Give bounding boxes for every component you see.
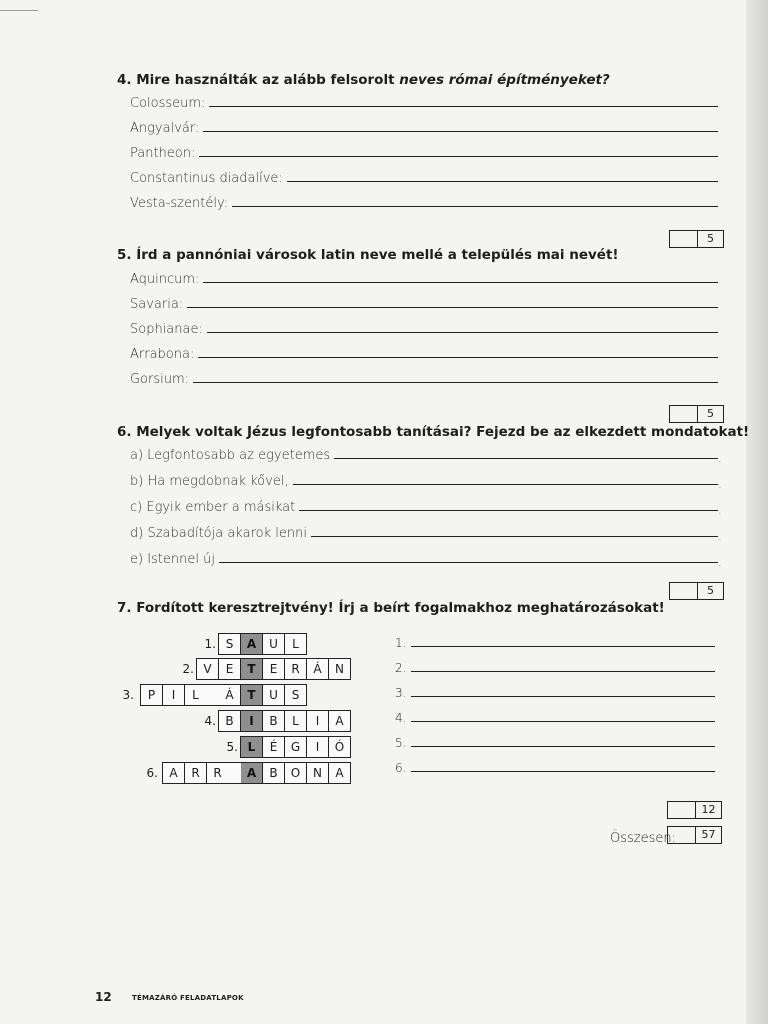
crossword-cell: O (284, 762, 307, 784)
crossword-cell: R (206, 762, 229, 784)
crossword-cell: L (184, 684, 207, 706)
crossword-row-number: 6. (146, 766, 158, 780)
q6-row-d[interactable]: d) Szabadítója akarok lenni . (130, 526, 722, 543)
q4-row-5[interactable]: Vesta-szentély: (130, 196, 718, 211)
crossword-cell: B (262, 762, 285, 784)
crossword-cell: E (262, 658, 285, 680)
crossword-spacer (228, 762, 241, 784)
crossword-key-cell: A (240, 633, 263, 655)
score-entry[interactable] (668, 827, 696, 843)
q6-score-box: 5 (669, 582, 724, 600)
footer-title: TÉMAZÁRÓ FELADATLAPOK (132, 994, 244, 1002)
question-7-title: 7. Fordított keresztrejtvény! Írj a beírt fogalmakhoz meghatározásokat! (117, 600, 665, 616)
q4-row-1[interactable]: Colosseum: (130, 96, 718, 111)
crossword-row-number: 5. (226, 740, 238, 754)
crossword-key-cell: T (240, 658, 263, 680)
crossword-cell: B (218, 710, 241, 732)
crossword-cell: A (162, 762, 185, 784)
q6-row-e[interactable]: e) Istennel új . (130, 552, 722, 569)
crossword-row-number: 3. (122, 688, 134, 702)
score-entry[interactable] (670, 406, 698, 422)
crossword-cell: U (262, 684, 285, 706)
question-6-title: 6. Melyek voltak Jézus legfontosabb tanításai? Fejezd be az elkezdett mondatokat! (117, 424, 750, 440)
crossword-cell: B (262, 710, 285, 732)
crossword-spacer (206, 684, 219, 706)
total-label: Összesen: (610, 831, 676, 846)
total-score-box: 57 (667, 826, 722, 844)
q7-answer-3[interactable]: 3. (395, 686, 715, 700)
crossword-cell: V (196, 658, 219, 680)
crossword-cell: P (140, 684, 163, 706)
q4-row-2[interactable]: Angyalvár: (130, 121, 718, 136)
q7-answer-2[interactable]: 2. (395, 661, 715, 675)
q7-score-box: 12 (667, 801, 722, 819)
crossword-cell: R (284, 658, 307, 680)
crossword-cell: R (184, 762, 207, 784)
q4-row-4[interactable]: Constantinus diadalíve: (130, 171, 718, 186)
q5-row-2[interactable]: Savaria: (130, 297, 718, 312)
crossword-cell: N (328, 658, 351, 680)
crossword-key-cell: I (240, 710, 263, 732)
crossword-cell: L (284, 710, 307, 732)
crossword-cell: I (306, 710, 329, 732)
crossword-cell: S (218, 633, 241, 655)
q7-answer-6[interactable]: 6. (395, 761, 715, 775)
crossword-cell: G (284, 736, 307, 758)
crossword-cell: Á (306, 658, 329, 680)
crossword-cell: A (328, 710, 351, 732)
crossword-key-cell: T (240, 684, 263, 706)
crossword-cell: I (306, 736, 329, 758)
crossword-row-number: 2. (182, 662, 194, 676)
crossword-cell: Á (218, 684, 241, 706)
crossword-cell: É (262, 736, 285, 758)
q6-row-a[interactable]: a) Legfontosabb az egyetemes . (130, 448, 722, 465)
crossword-cell: N (306, 762, 329, 784)
page-number: 12 (95, 990, 112, 1004)
crossword-row-number: 4. (204, 714, 216, 728)
q4-row-3[interactable]: Pantheon: (130, 146, 718, 161)
q4-score-box: 5 (669, 230, 724, 248)
q5-row-3[interactable]: Sophianae: (130, 322, 718, 337)
q5-row-5[interactable]: Gorsium: (130, 372, 718, 387)
score-entry[interactable] (670, 583, 698, 599)
score-entry[interactable] (668, 802, 696, 818)
q6-row-c[interactable]: c) Egyik ember a másikat . (130, 500, 722, 517)
q5-row-4[interactable]: Arrabona: (130, 347, 718, 362)
score-entry[interactable] (670, 231, 698, 247)
crossword-row-number: 1. (204, 637, 216, 651)
crossword-cell: Ó (328, 736, 351, 758)
crossword-cell: S (284, 684, 307, 706)
question-5-title: 5. Írd a pannóniai városok latin neve mellé a település mai nevét! (117, 247, 619, 263)
corner-mark (0, 0, 38, 11)
q6-row-b[interactable]: b) Ha megdobnak kővel, . (130, 474, 722, 491)
q5-row-1[interactable]: Aquincum: (130, 272, 718, 287)
q5-score-box: 5 (669, 405, 724, 423)
crossword-cell: A (328, 762, 351, 784)
crossword-cell: U (262, 633, 285, 655)
crossword-cell: I (162, 684, 185, 706)
q7-answer-5[interactable]: 5. (395, 736, 715, 750)
q7-answer-4[interactable]: 4. (395, 711, 715, 725)
question-4-title: 4. Mire használták az alább felsorolt neves római építményeket? (117, 72, 610, 88)
crossword-cell: E (218, 658, 241, 680)
crossword-key-cell: L (240, 736, 263, 758)
crossword-key-cell: A (240, 762, 263, 784)
page-edge-shadow (746, 0, 768, 1024)
crossword-cell: L (284, 633, 307, 655)
q7-answer-1[interactable]: 1. (395, 636, 715, 650)
